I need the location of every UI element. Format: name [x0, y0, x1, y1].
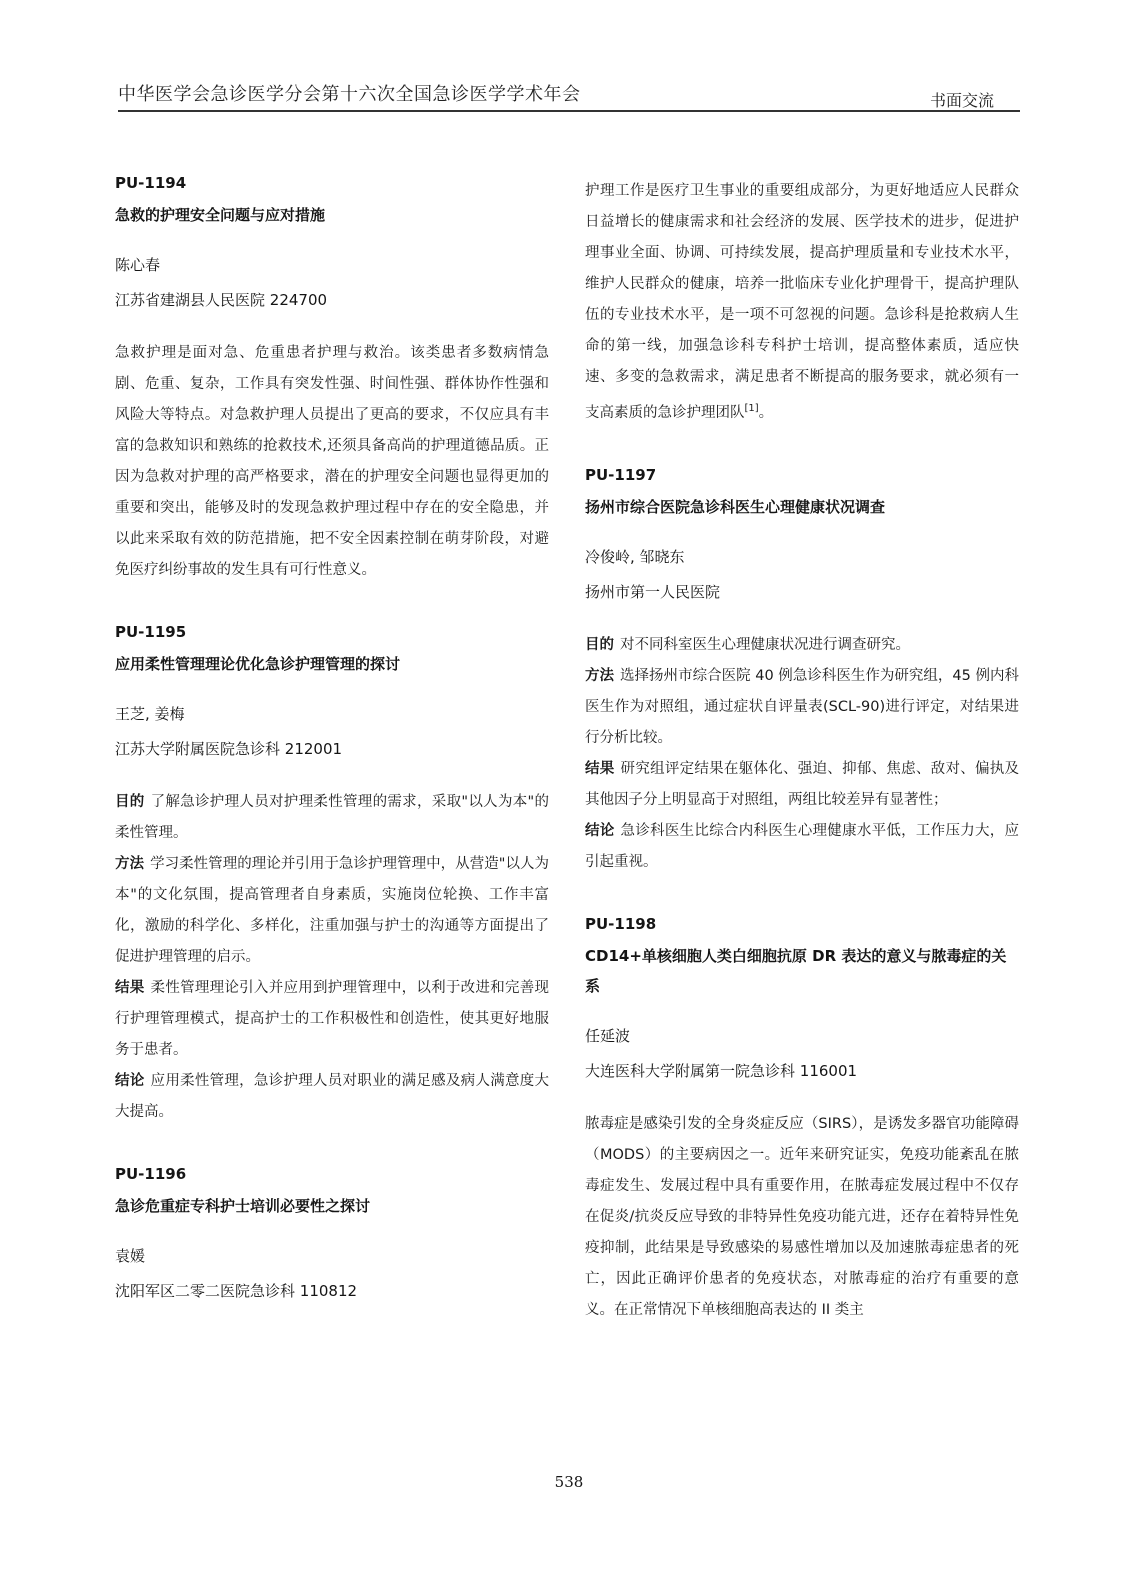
abstract-affiliation: 沈阳军区二零二医院急诊科 110812 — [115, 1282, 358, 1300]
method-text: 学习柔性管理的理论并引用于急诊护理管理中，从营造"以人为本"的文化氛围，提高管理者自身素质，实施岗位轮换、工作丰富化，激励的科学化、多样化，注重加强与护士的沟通等方面提出了促进护理管理的启示。 — [115, 856, 550, 965]
result-label: 结果 — [585, 760, 615, 777]
page-number: 538 — [554, 1473, 584, 1491]
abstract-id: PU-1198 — [585, 914, 657, 933]
abstract-author: 袁媛 — [115, 1247, 146, 1265]
method-label: 方法 — [115, 856, 145, 872]
left-column — [115, 172, 549, 1309]
abstract-pu-1197 — [585, 464, 1019, 878]
purpose-text: 了解急诊护理人员对护理柔性管理的需求，采取"以人为本"的柔性管理。 — [115, 794, 550, 841]
body-text: 护理工作是医疗卫生事业的重要组成部分，为更好地适应人民群众日益增长的健康需求和社会经济的发展、医学技术的进步，促进护理事业全面、协调、可持续发展，提高护理质量和专业技术水平，维护人民群众的健康，培养一批临床专业化护理骨干，提高护理队伍的专业技术水平，是一项不可忽视的问题。急诊科是抢救病人生命的第一线，加强急诊科专科护士培训，提高整体素质，适应快速、多变的急救需求，满足患者不断提高的服务要求，就必须有一支高素质的急诊护理团队 — [585, 183, 1019, 421]
abstract-id: PU-1194 — [115, 174, 187, 192]
abstract-title: 急诊危重症专科护士培训必要性之探讨 — [115, 1197, 371, 1215]
abstract-pu-1196 — [115, 1163, 549, 1309]
abstract-author: 冷俊岭, 邹晓东 — [585, 547, 685, 566]
abstract-id: PU-1196 — [115, 1165, 187, 1183]
abstract-body: 急救护理是面对急、危重患者护理与救治。该类患者多数病情急剧、危重、复杂，工作具有突发性强、时间性强、群体协作性强和风险大等特点。对急救护理人员提出了更高的要求，不仅应具有丰富的急救知识和熟练的抢救技术,还须具备高尚的护理道德品质。正因为急救对护理的高严格要求，潜在的护理安全问题也显得更加的重要和突出，能够及时的发现急救护理过程中存在的安全隐患，并以此来采取有效的防范措施，把不安全因素控制在萌芽阶段，对避免医疗纠纷事故的发生具有可行性意义。 — [115, 345, 549, 578]
abstract-method — [115, 849, 549, 973]
purpose-text: 对不同科室医生心理健康状况进行调查研究。 — [620, 636, 910, 653]
abstract-title: CD14+单核细胞人类白细胞抗原 DR 表达的意义与脓毒症的关系 — [585, 946, 1007, 995]
abstract-id: PU-1197 — [585, 465, 657, 484]
abstract-affiliation: 江苏省建湖县人民医院 224700 — [115, 291, 328, 309]
right-column — [585, 176, 1019, 1326]
citation-mark: [1] — [744, 403, 759, 414]
abstract-author: 陈心春 — [115, 256, 161, 274]
abstract-conclusion — [115, 1066, 549, 1128]
conclusion-label: 结论 — [585, 822, 615, 839]
result-text: 研究组评定结果在躯体化、强迫、抑郁、焦虑、敌对、偏执及其他因子分上明显高于对照组，两组比较差异有显著性； — [585, 760, 1020, 808]
result-label: 结果 — [115, 980, 145, 996]
abstract-method — [585, 661, 1019, 754]
header-rule — [118, 110, 1020, 112]
abstract-body: 脓毒症是感染引发的全身炎症反应（SIRS），是诱发多器官功能障碍（MODS）的主要病因之一。近年来研究证实，免疫功能紊乱在脓毒症发生、发展过程中具有重要作用，在脓毒症发展过程中不仅存在促炎/抗炎反应导致的非特异性免疫功能亢进，还存在着特异性免疫抑制，此结果是导致感染的易感性增加以及加速脓毒症患者的死亡，因此正确评价患者的免疫状态，对脓毒症的治疗有重要的意义。在正常情况下单核细胞高表达的 II 类主 — [585, 1115, 1019, 1318]
method-text: 选择扬州市综合医院 40 例急诊科医生作为研究组，45 例内科医生作为对照组，通过症状自评量表(SCL-90)进行评定，对结果进行分析比较。 — [585, 667, 1020, 746]
abstract-purpose — [115, 787, 549, 849]
abstract-conclusion — [585, 816, 1019, 878]
abstract-pu-1198 — [585, 913, 1019, 1326]
method-label: 方法 — [585, 667, 615, 684]
conclusion-text: 急诊科医生比综合内科医生心理健康水平低，工作压力大，应引起重视。 — [585, 822, 1020, 870]
conclusion-text: 应用柔性管理，急诊护理人员对职业的满足感及病人满意度大大提高。 — [115, 1073, 550, 1120]
conclusion-label: 结论 — [115, 1073, 145, 1089]
abstract-affiliation: 大连医科大学附属第一院急诊科 116001 — [585, 1061, 858, 1080]
body-end: 。 — [758, 404, 774, 421]
abstract-title: 应用柔性管理理论优化急诊护理管理的探讨 — [115, 655, 401, 673]
purpose-label: 目的 — [115, 794, 145, 810]
abstract-affiliation: 江苏大学附属医院急诊科 212001 — [115, 740, 343, 758]
running-header-section: 书面交流 — [930, 91, 995, 110]
abstract-pu-1195 — [115, 621, 549, 1128]
purpose-label: 目的 — [585, 636, 614, 653]
abstract-purpose — [585, 630, 1019, 661]
abstract-author: 王芝, 姜梅 — [115, 705, 185, 723]
abstract-result — [585, 754, 1019, 816]
abstract-affiliation: 扬州市第一人民医院 — [585, 582, 721, 601]
abstract-pu-1194 — [115, 172, 549, 586]
abstract-id: PU-1195 — [115, 623, 187, 641]
abstract-author: 任延波 — [585, 1026, 631, 1045]
abstract-result — [115, 973, 549, 1066]
running-header-title: 中华医学会急诊医学分会第十六次全国急诊医学学术年会 — [118, 84, 581, 105]
result-text: 柔性管理理论引入并应用到护理管理中，以利于改进和完善现行护理管理模式，提高护士的工作积极性和创造性，使其更好地服务于患者。 — [115, 980, 550, 1058]
abstract-pu-1196-body — [585, 176, 1019, 429]
abstract-title: 扬州市综合医院急诊科医生心理健康状况调查 — [585, 497, 886, 516]
abstract-title: 急救的护理安全问题与应对措施 — [115, 206, 326, 224]
